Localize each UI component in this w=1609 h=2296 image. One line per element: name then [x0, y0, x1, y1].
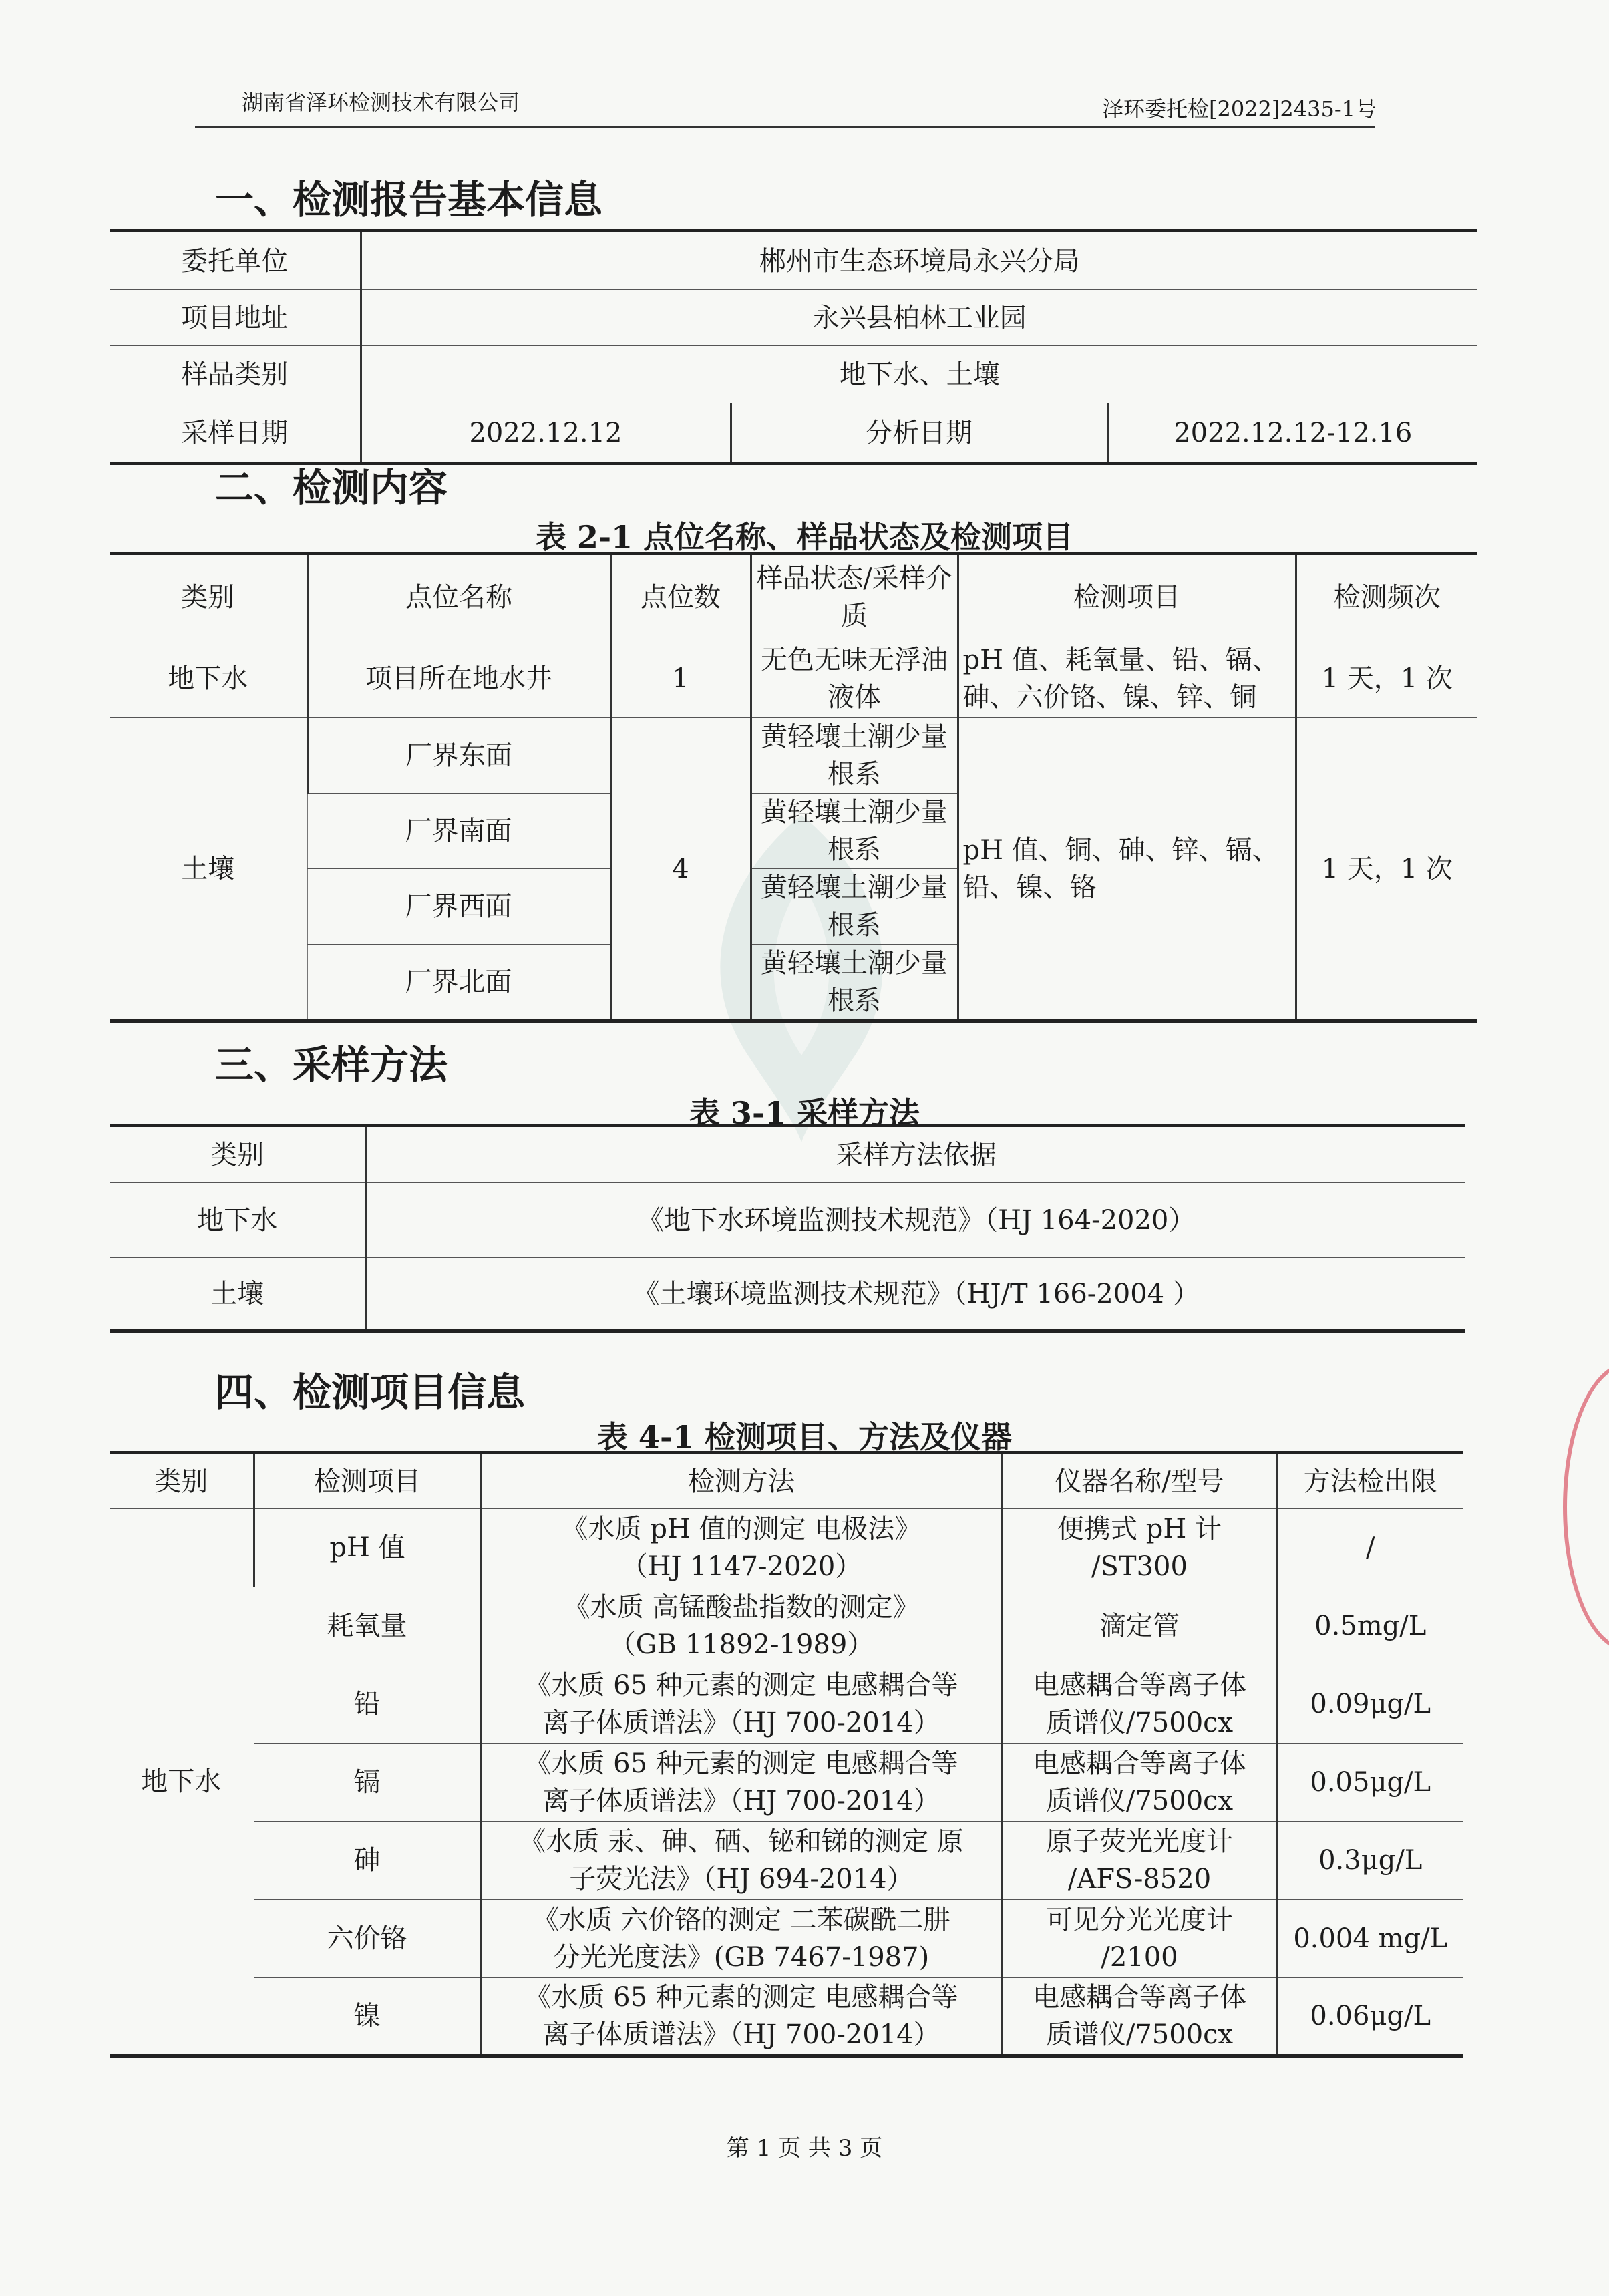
col-header: 点位数	[610, 554, 751, 639]
category-cell: 土壤	[110, 718, 307, 1021]
red-seal-stamp	[1563, 1363, 1609, 1651]
col-header: 采样方法依据	[366, 1126, 1465, 1183]
method-line: 《水质 六价铬的测定 二苯碳酰二肼	[532, 1905, 950, 1935]
limit-cell: 0.09μg/L	[1277, 1665, 1463, 1744]
method-line: 《水质 高锰酸盐指数的测定》	[563, 1592, 920, 1623]
method-cell	[481, 1509, 1002, 1587]
sample-state-cell: 黄轻壤土潮少量根系	[751, 869, 958, 945]
section4-title: 四、检测项目信息	[215, 1369, 526, 1415]
instrument-line: 电感耦合等离子体	[1033, 1670, 1246, 1701]
point-count-cell: 4	[610, 718, 751, 1021]
method-cell	[481, 1665, 1002, 1744]
client-label: 委托单位	[110, 231, 361, 290]
instrument-cell	[1002, 1822, 1277, 1900]
frequency-cell: 1 天，1 次	[1296, 718, 1477, 1021]
table-row	[110, 1587, 1463, 1665]
item-cell: pH 值	[254, 1509, 481, 1587]
table-row	[110, 231, 1477, 290]
method-basis-cell: 《地下水环境监测技术规范》（HJ 164-2020）	[366, 1183, 1465, 1258]
method-cell	[481, 1587, 1002, 1665]
instrument-line: 原子荧光光度计	[1046, 1826, 1233, 1857]
limit-cell: 0.06μg/L	[1277, 1978, 1463, 2056]
sampling-date-value: 2022.12.12	[361, 403, 731, 464]
instrument-line: 质谱仪/7500cx	[1045, 2019, 1234, 2050]
instrument-cell	[1002, 1900, 1277, 1978]
col-header: 检测方法	[481, 1453, 1002, 1509]
method-cell	[481, 1900, 1002, 1978]
table-header-row	[110, 1126, 1465, 1183]
client-value: 郴州市生态环境局永兴分局	[361, 231, 1477, 290]
header-divider	[195, 126, 1375, 128]
item-cell: 镍	[254, 1978, 481, 2056]
method-cell	[481, 1822, 1002, 1900]
instrument-line: 可见分光光度计	[1046, 1905, 1233, 1935]
table-row	[110, 1509, 1463, 1587]
col-header: 样品状态/采样介质	[751, 554, 958, 639]
limit-cell: 0.05μg/L	[1277, 1744, 1463, 1822]
instrument-line: 便携式 pH 计	[1057, 1514, 1222, 1544]
table-row	[110, 403, 1477, 464]
method-line: （GB 11892-1989）	[608, 1629, 874, 1660]
detection-items-cell: pH 值、耗氧量、铅、镉、砷、六价铬、镍、锌、铜	[958, 639, 1296, 718]
category-label: 样品类别	[110, 346, 361, 403]
table-row	[110, 1183, 1465, 1258]
table-row	[110, 346, 1477, 403]
method-line: （HJ 1147-2020）	[620, 1551, 862, 1582]
col-header: 方法检出限	[1277, 1453, 1463, 1509]
company-name: 湖南省泽环检测技术有限公司	[242, 90, 520, 115]
instrument-cell	[1002, 1665, 1277, 1744]
instrument-line: /AFS-8520	[1067, 1864, 1212, 1895]
sample-state-cell: 黄轻壤土潮少量根系	[751, 718, 958, 794]
limit-cell: 0.004 mg/L	[1277, 1900, 1463, 1978]
category-cell: 地下水	[110, 1183, 366, 1258]
section2-title: 二、检测内容	[215, 465, 448, 510]
instrument-line: 质谱仪/7500cx	[1045, 1707, 1234, 1738]
col-header: 检测项目	[958, 554, 1296, 639]
instrument-cell	[1002, 1587, 1277, 1665]
table-row	[110, 290, 1477, 346]
point-name-cell: 厂界北面	[307, 945, 610, 1021]
sample-state-cell: 无色无味无浮油液体	[751, 639, 958, 718]
instrument-line: 电感耦合等离子体	[1033, 1748, 1246, 1779]
item-cell: 铅	[254, 1665, 481, 1744]
item-cell: 耗氧量	[254, 1587, 481, 1665]
instrument-line: 质谱仪/7500cx	[1045, 1786, 1234, 1816]
method-line: 子荧光法》（HJ 694-2014）	[569, 1864, 914, 1895]
col-header: 检测项目	[254, 1453, 481, 1509]
section1-title: 一、检测报告基本信息	[215, 177, 603, 222]
col-header: 检测频次	[1296, 554, 1477, 639]
instrument-line: 滴定管	[1099, 1611, 1180, 1641]
frequency-cell: 1 天，1 次	[1296, 639, 1477, 718]
method-line: 《水质 65 种元素的测定 电感耦合等	[524, 1982, 958, 2013]
point-name-cell: 厂界东面	[307, 718, 610, 794]
instrument-cell	[1002, 1978, 1277, 2056]
point-name-cell: 厂界南面	[307, 794, 610, 869]
limit-cell: /	[1277, 1509, 1463, 1587]
method-basis-cell: 《土壤环境监测技术规范》（HJ/T 166-2004 ）	[366, 1258, 1465, 1331]
detection-content-table	[110, 552, 1477, 1023]
table-row	[110, 1900, 1463, 1978]
col-header: 类别	[110, 1126, 366, 1183]
report-number: 泽环委托检[2022]2435-1号	[1101, 96, 1377, 122]
table-row	[110, 1978, 1463, 2056]
instrument-line: 电感耦合等离子体	[1033, 1982, 1246, 2013]
col-header: 类别	[110, 554, 307, 639]
item-cell: 镉	[254, 1744, 481, 1822]
instrument-cell	[1002, 1744, 1277, 1822]
method-cell	[481, 1978, 1002, 2056]
sample-state-cell: 黄轻壤土潮少量根系	[751, 945, 958, 1021]
category-cell: 土壤	[210, 1278, 264, 1309]
item-cell: 六价铬	[254, 1900, 481, 1978]
sample-state-cell: 黄轻壤土潮少量根系	[751, 794, 958, 869]
method-line: 离子体质谱法》（HJ 700-2014）	[542, 1707, 940, 1738]
category-cell: 地下水	[110, 1509, 254, 2056]
section3-title: 三、采样方法	[215, 1042, 448, 1088]
point-name-cell: 厂界西面	[307, 869, 610, 945]
point-count-cell: 1	[610, 639, 751, 718]
sampling-method-table	[110, 1124, 1465, 1333]
table-row	[110, 1665, 1463, 1744]
category-value: 地下水、土壤	[361, 346, 1477, 403]
table3-caption: 表 3-1 采样方法	[689, 1095, 920, 1131]
method-cell	[481, 1744, 1002, 1822]
category-cell: 地下水	[110, 639, 307, 718]
detection-items-cell: pH 值、铜、砷、锌、镉、铅、镍、铬	[958, 718, 1296, 1021]
method-line: 分光光度法》(GB 7467-1987)	[553, 1942, 930, 1973]
col-header: 点位名称	[307, 554, 610, 639]
table-header-row	[110, 554, 1477, 639]
limit-cell: 0.3μg/L	[1277, 1822, 1463, 1900]
col-header: 仪器名称/型号	[1002, 1453, 1277, 1509]
address-label: 项目地址	[110, 290, 361, 346]
instrument-cell	[1002, 1509, 1277, 1587]
table-row	[110, 1258, 1465, 1331]
table-row	[110, 1744, 1463, 1822]
method-line: 离子体质谱法》（HJ 700-2014）	[542, 1786, 940, 1816]
analysis-date-value: 2022.12.12-12.16	[1107, 403, 1477, 464]
table2-caption: 表 2-1 点位名称、样品状态及检测项目	[535, 519, 1074, 555]
limit-cell: 0.5mg/L	[1277, 1587, 1463, 1665]
method-line: 《水质 65 种元素的测定 电感耦合等	[524, 1748, 958, 1779]
table4-caption: 表 4-1 检测项目、方法及仪器	[596, 1419, 1013, 1455]
item-cell: 砷	[254, 1822, 481, 1900]
table-row	[110, 639, 1477, 718]
method-line: 《水质 65 种元素的测定 电感耦合等	[524, 1670, 958, 1701]
method-line: 离子体质谱法》（HJ 700-2014）	[542, 2019, 940, 2050]
address-value: 永兴县柏林工业园	[361, 290, 1477, 346]
detection-info-table	[110, 1451, 1463, 2058]
analysis-date-label: 分析日期	[731, 403, 1107, 464]
instrument-line: /ST300	[1091, 1551, 1188, 1582]
point-name-cell: 项目所在地水井	[307, 639, 610, 718]
table-row	[110, 1822, 1463, 1900]
page-number: 第 1 页 共 3 页	[726, 2135, 883, 2162]
col-header: 类别	[110, 1453, 254, 1509]
instrument-line: /2100	[1101, 1942, 1178, 1973]
table-row	[110, 718, 1477, 794]
method-line: 《水质 汞、砷、硒、铋和锑的测定 原	[519, 1826, 964, 1857]
table-header-row	[110, 1453, 1463, 1509]
sampling-date-label: 采样日期	[181, 417, 289, 448]
basic-info-table	[110, 229, 1477, 465]
method-line: 《水质 pH 值的测定 电极法》	[561, 1514, 922, 1544]
